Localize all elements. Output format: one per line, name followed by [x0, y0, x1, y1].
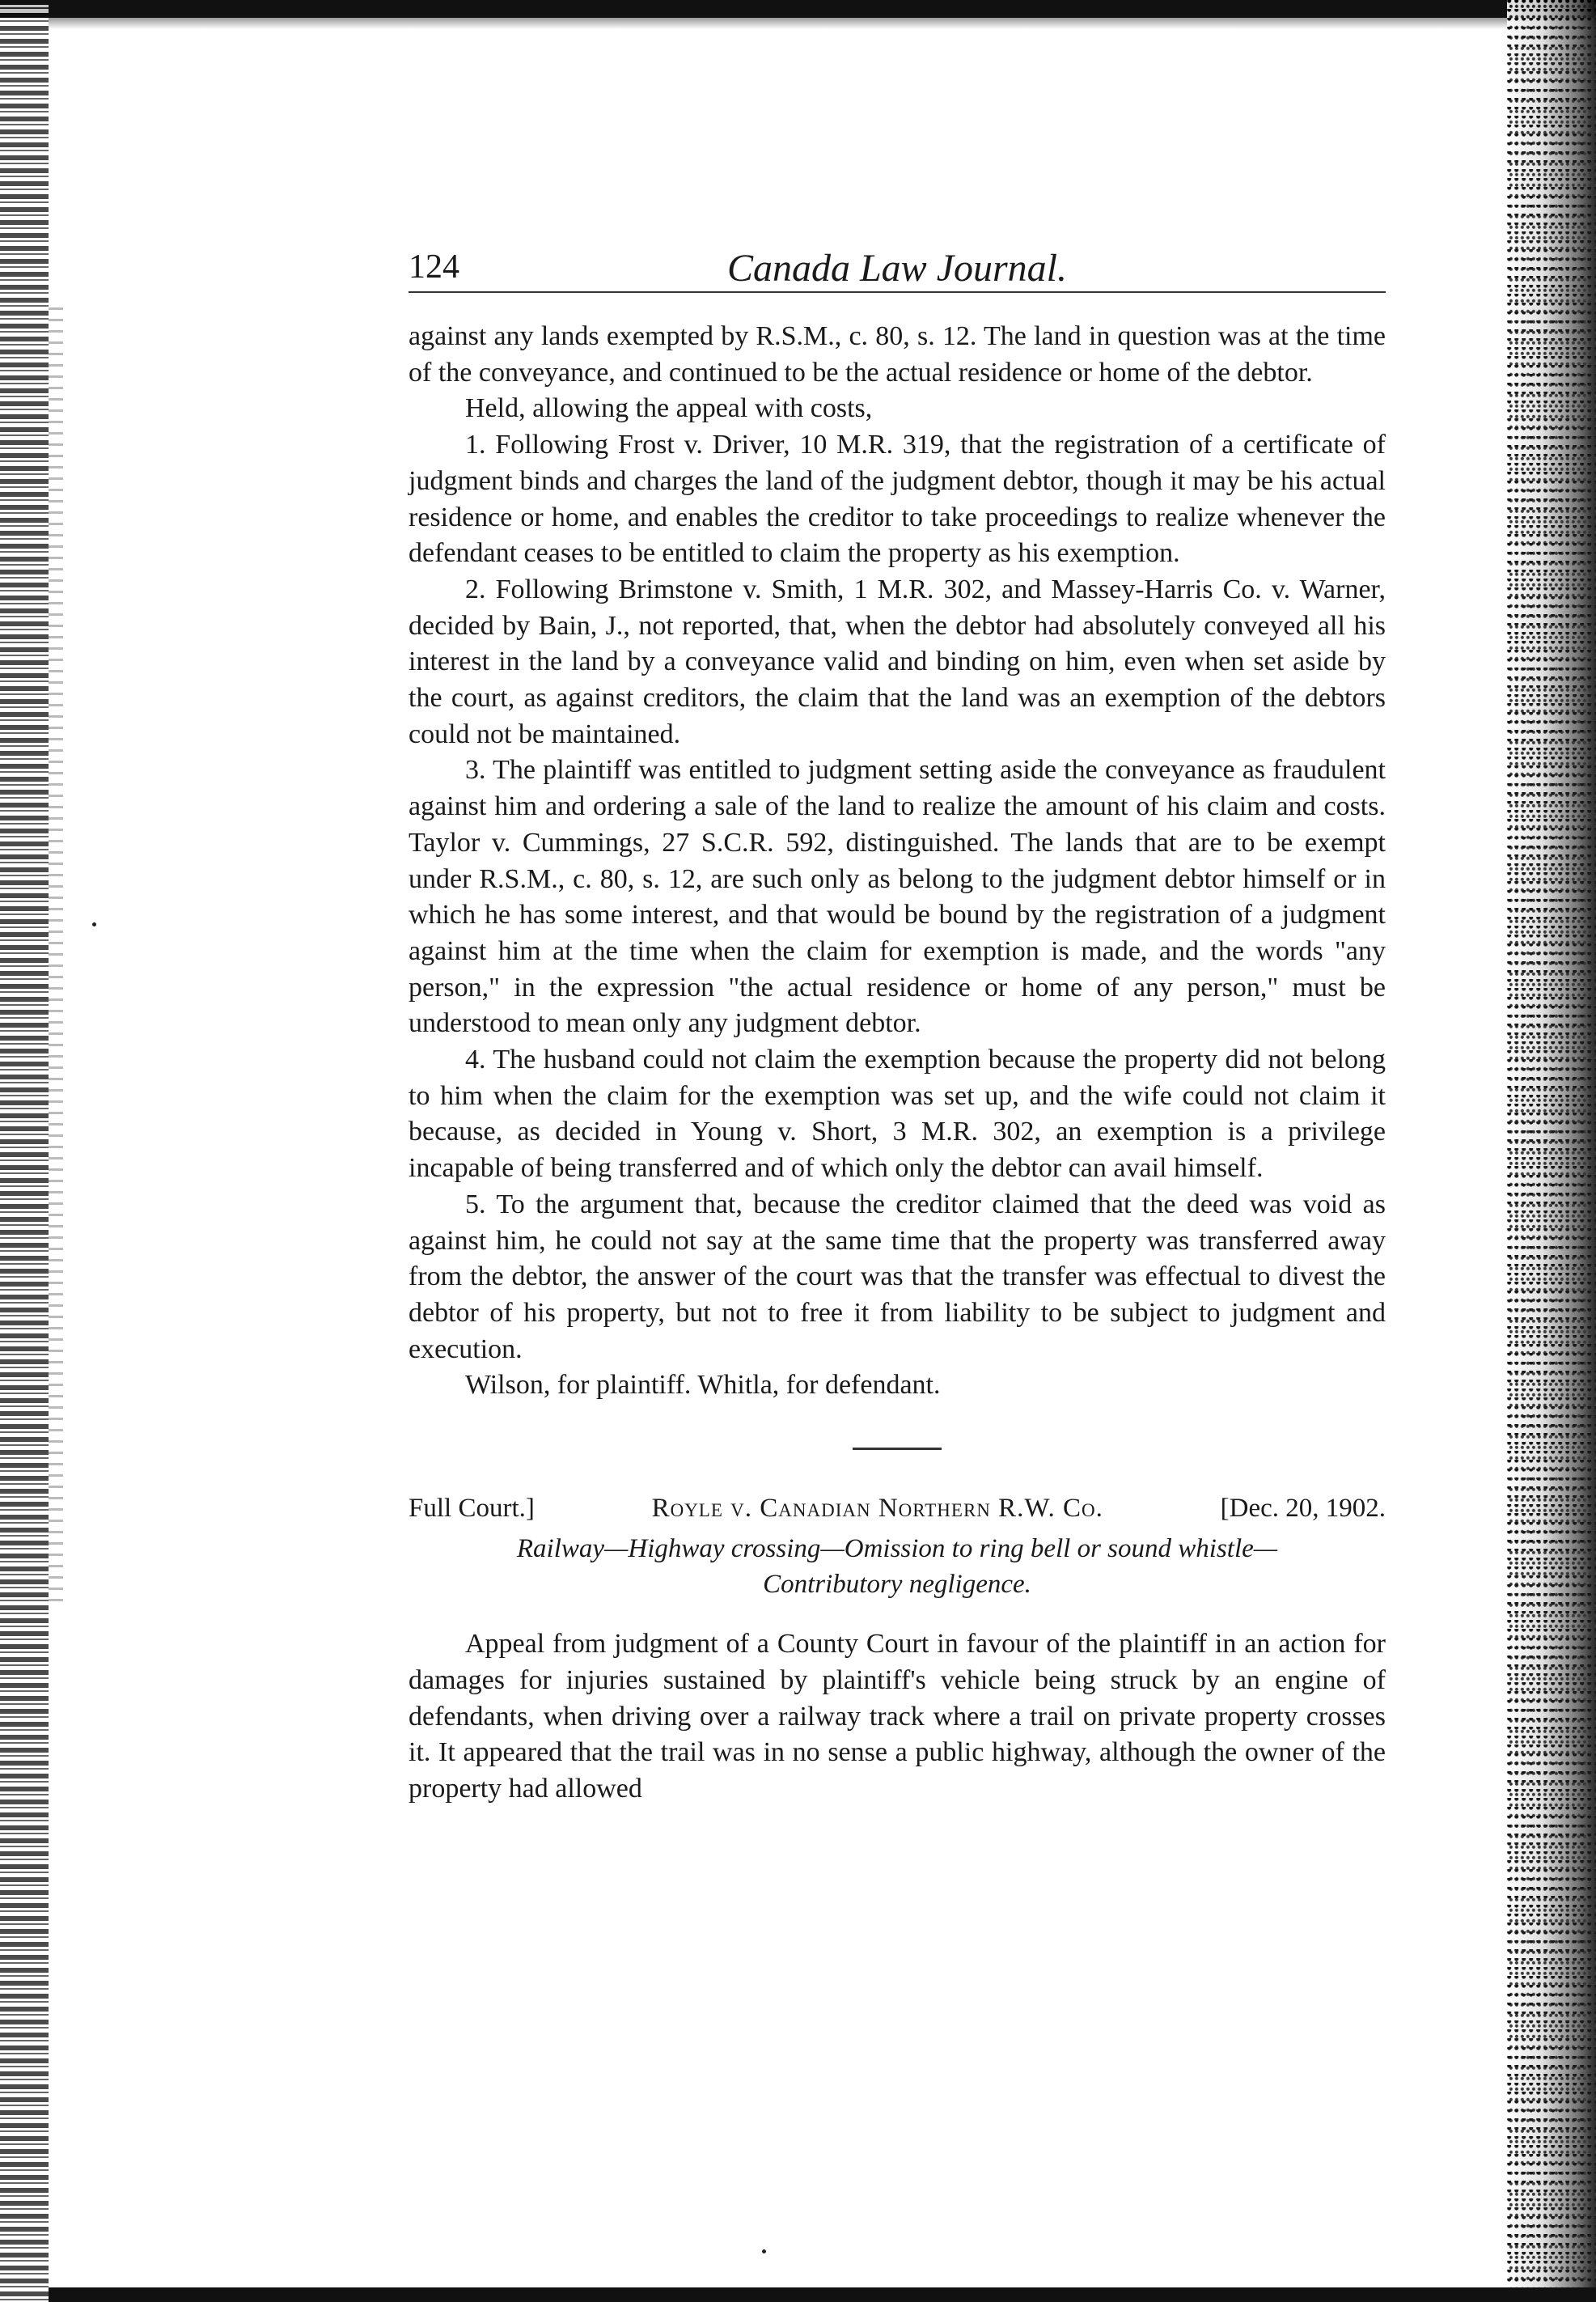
scan-edge-left-noise — [49, 307, 63, 1602]
stray-mark — [92, 922, 96, 926]
headnote-line-2: Contributory negligence. — [763, 1570, 1031, 1600]
paragraph-continuation: against any lands exempted by R.S.M., c. 80, s. 12. The land in question was at the time of the conveyance, and continued to be the actual residence or home of the debtor. — [409, 321, 1386, 388]
paragraph-point-1: 1. Following Frost v. Driver, 10 M.R. 319, that the registration of a certificate of judgment binds and charges the land of the judgment debtor, though it may be his actual residence or home, and enables the creditor to take proceedings to realize whenever the defendant ceases to be entitled to claim the property as his exemption. — [409, 430, 1386, 569]
case-headnote — [409, 1531, 1386, 1602]
running-head — [409, 243, 1386, 293]
scan-edge-right — [1507, 0, 1596, 2302]
paragraph-point-5: 5. To the argument that, because the creditor claimed that the deed was void as against him, he could not say at the same time that the property was transferred away from the debtor, the answer of the court was that the transfer was effectual to divest the debtor of his property, but not to free it from liability to be subject to judgment and execution. — [409, 1189, 1386, 1364]
scan-edge-bottom — [49, 2287, 1596, 2302]
scan-edge-top-shadow — [49, 18, 1596, 29]
paragraph-point-3: 3. The plaintiff was entitled to judgment setting aside the conveyance as fraudulent against him and ordering a sale of the land to realize the amount of his claim and costs. Taylor v. Cummings, 27 S.C.R. 592, distinguished. The lands that are to be exempt under R.S.M., c. 80, s. 12, are such only as belong to the judgment debtor himself or in which he has some interest, and that would be bound by the registration of a judgment against him at the time when the claim for exemption is made, and the words "any person," in the expression "the actual residence or home of any person," must be understood to mean only any judgment debtor. — [409, 755, 1386, 1039]
headnote-line-1: Railway—Highway crossing—Omission to ring bell or sound whistle— — [516, 1534, 1278, 1564]
journal-page — [409, 243, 1386, 1808]
paragraph-point-4: 4. The husband could not claim the exemption because the property did not belong to him when the claim for the exemption was set up, and the wife could not claim it because, as decided in Young v. Short, 3 M.R. 302, an exemption is a privilege incapable of being transferred and of which only the debtor can avail himself. — [409, 1045, 1386, 1184]
page-number: 124 — [409, 248, 459, 286]
judgment-text — [409, 319, 1386, 1404]
case-body — [409, 1626, 1386, 1808]
paragraph-point-2: 2. Following Brimstone v. Smith, 1 M.R. 302, and Massey-Harris Co. v. Warner, decided by Bain, J., not reported, that, when the debtor had absolutely conveyed all his interest in the land by a conveyance valid and binding on him, even when set aside by the court, as against creditors, the claim that the land was an exemption of the debtors could not be maintained. — [409, 574, 1386, 749]
case-court: Full Court.] — [409, 1494, 535, 1524]
case-body-paragraph: Appeal from judgment of a County Court in favour of the plaintiff in an action for damages for injuries sustained by plaintiff's vehicle being struck by an engine of defendants, when driving over a railway track where a trail on private property crosses it. It appeared that the trail was in no sense a public highway, although the owner of the property had allowed — [409, 1629, 1386, 1804]
scan-edge-top — [0, 0, 1596, 18]
stray-mark — [762, 2249, 766, 2253]
paragraph-counsel: Wilson, for plaintiff. Whitla, for defendant. — [465, 1370, 941, 1401]
case-header — [409, 1490, 1386, 1526]
paragraph-held: Held, allowing the appeal with costs, — [465, 393, 873, 424]
case-divider — [853, 1448, 942, 1450]
case-title: Royle v. Canadian Northern R.W. Co. — [651, 1494, 1103, 1524]
scan-edge-left — [0, 0, 49, 2302]
case-date: [Dec. 20, 1902. — [1220, 1494, 1386, 1524]
journal-title: Canada Law Journal. — [726, 247, 1068, 290]
